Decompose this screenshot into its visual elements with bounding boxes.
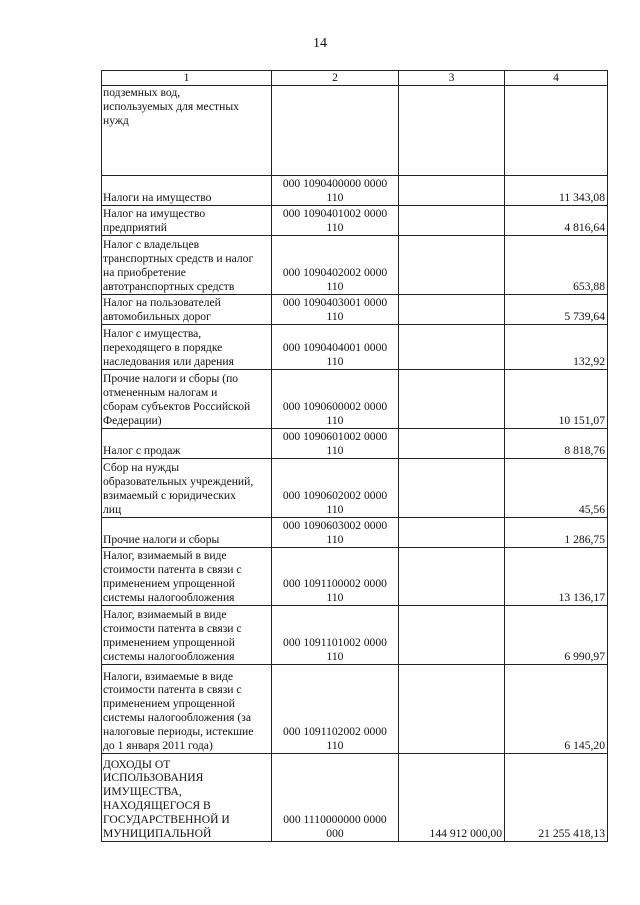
header-cell-3: 3 [399,71,505,86]
row-col4: 45,56 [578,503,605,517]
row-code-cell [272,206,399,236]
row-name-cell [102,176,272,206]
row-col4: 13 136,17 [558,591,605,605]
table-row [102,754,608,842]
row-col4: 21 255 418,13 [538,827,605,841]
row-name: Налог с продаж [103,444,181,458]
row-col3-cell [399,429,505,459]
row-name-cell [102,665,272,754]
row-code-cell [272,236,399,295]
table-row [102,606,608,665]
row-col4: 5 739,64 [564,310,605,324]
row-col3-cell [399,665,505,754]
row-code-cell [272,325,399,370]
row-code-cell [272,295,399,325]
table-row [102,459,608,518]
row-col3-cell [399,236,505,295]
row-code-cell [272,176,399,206]
row-col3-cell [399,176,505,206]
table-row [102,295,608,325]
row-code: 000 1090601002 0000 110 [282,430,388,458]
row-col4-cell [505,295,608,325]
row-col4-cell [505,206,608,236]
row-col3-cell [399,459,505,518]
row-col4-cell [505,548,608,606]
row-col3-cell [399,206,505,236]
row-col4-cell [505,518,608,548]
row-name: Налог с имущества, переходящего в порядке наследования или дарения [103,327,234,369]
row-col4: 6 990,97 [564,650,605,664]
table-header-row [102,71,608,86]
row-col3-cell [399,325,505,370]
row-col4-cell [505,236,608,295]
row-col4-cell [505,606,608,665]
row-name: Налоги на имущество [103,191,212,205]
row-col4-cell [505,176,608,206]
row-code: 000 1091102002 0000 110 [283,725,387,753]
header-cell-2: 2 [272,71,399,86]
row-col4: 8 818,76 [564,444,605,458]
row-name-cell [102,606,272,665]
table-row [102,86,608,176]
row-code-cell [272,548,399,606]
row-code-cell [272,429,399,459]
row-name-cell [102,370,272,429]
row-col4: 4 816,64 [564,221,605,235]
table-row [102,370,608,429]
row-col4-cell [505,665,608,754]
row-code-cell [272,754,399,842]
row-name: Налог на пользователей автомобильных дорог [103,296,221,324]
row-name-cell [102,459,272,518]
row-name-cell [102,429,272,459]
row-name: Налог с владельцев транспортных средств и налог на приобретение автотранспортных средств [103,238,254,294]
row-code: 000 1090602002 0000 110 [282,489,388,517]
row-name: Прочие налоги и сборы [103,533,220,547]
row-col3-cell [399,754,505,842]
row-col4-cell [505,754,608,842]
row-name-cell [102,518,272,548]
row-name: Налог, взимаемый в виде стоимости патента в связи с применением упрощенной системы налогообложения [103,608,242,664]
row-col4: 1 286,75 [564,533,605,547]
row-name-cell [102,206,272,236]
row-col3-cell [399,606,505,665]
row-code: 000 1090600002 0000 110 [282,400,388,428]
row-name-cell [102,236,272,295]
row-name-cell [102,325,272,370]
row-code-cell [272,606,399,665]
row-code-cell [272,665,399,754]
row-code: 000 1090402002 0000 110 [282,266,388,294]
row-col4-cell [505,325,608,370]
row-col4-cell [505,370,608,429]
table-row [102,176,608,206]
table-row [102,665,608,754]
row-code-cell [272,459,399,518]
row-code: 000 1090403001 0000 110 [282,296,388,324]
row-code: 000 1090400000 0000 110 [282,177,388,205]
row-col4-cell [505,86,608,176]
budget-table [101,70,608,842]
row-code-cell [272,370,399,429]
table-row [102,325,608,370]
row-name: Прочие налоги и сборы (по отмененным налогам и сборам субъектов Российской Федерации) [103,372,251,428]
row-col3-cell [399,295,505,325]
header-cell-4: 4 [505,71,608,86]
table-row [102,518,608,548]
row-code: 000 1090401002 0000 110 [282,207,388,235]
row-name-cell [102,295,272,325]
row-col3-cell [399,370,505,429]
row-code: 000 1110000000 0000 000 [283,813,387,841]
table-row [102,206,608,236]
row-col4: 10 151,07 [558,414,605,428]
row-name: подземных вод, используемых для местных нужд [103,86,239,127]
row-col4: 653,88 [573,280,605,294]
table-row [102,236,608,295]
row-name-cell [102,86,272,176]
page-number: 14 [313,36,327,51]
row-col4-cell [505,459,608,518]
row-col3-cell [399,86,505,176]
row-code: 000 1090404001 0000 110 [282,341,388,369]
row-name: Налог на имущество предприятий [103,207,206,235]
table-row [102,548,608,606]
row-name: Сбор на нужды образовательных учреждений, взимаемый с юридических лиц [103,461,254,517]
row-code-cell [272,518,399,548]
row-name: Налоги, взимаемые в виде стоимости патента в связи с применением упрощенной системы налогообложения (за налоговые периоды, истекшие до 1 января 2011 года) [103,669,254,753]
row-name: Налог, взимаемый в виде стоимости патента в связи с применением упрощенной системы налогообложения [103,549,242,605]
row-col4: 11 343,08 [559,191,605,205]
row-col3-cell [399,518,505,548]
row-name-cell [102,754,272,842]
row-col3-cell [399,548,505,606]
row-col4: 132,92 [573,355,605,369]
row-code: 000 1090603002 0000 110 [282,519,388,547]
row-col3: 144 912 000,00 [429,827,502,841]
row-name-cell [102,548,272,606]
header-cell-1: 1 [102,71,272,86]
row-col4: 6 145,20 [564,739,605,753]
row-name: ДОХОДЫ ОТ ИСПОЛЬЗОВАНИЯ ИМУЩЕСТВА, НАХОДЯЩЕГОСЯ В ГОСУДАРСТВЕННОЙ И МУНИЦИПАЛЬНОЙ [103,757,230,841]
table-row [102,429,608,459]
row-code: 000 1091101002 0000 110 [283,636,387,664]
row-code: 000 1091100002 0000 110 [283,577,387,605]
row-code-cell [272,86,399,176]
row-col4-cell [505,429,608,459]
